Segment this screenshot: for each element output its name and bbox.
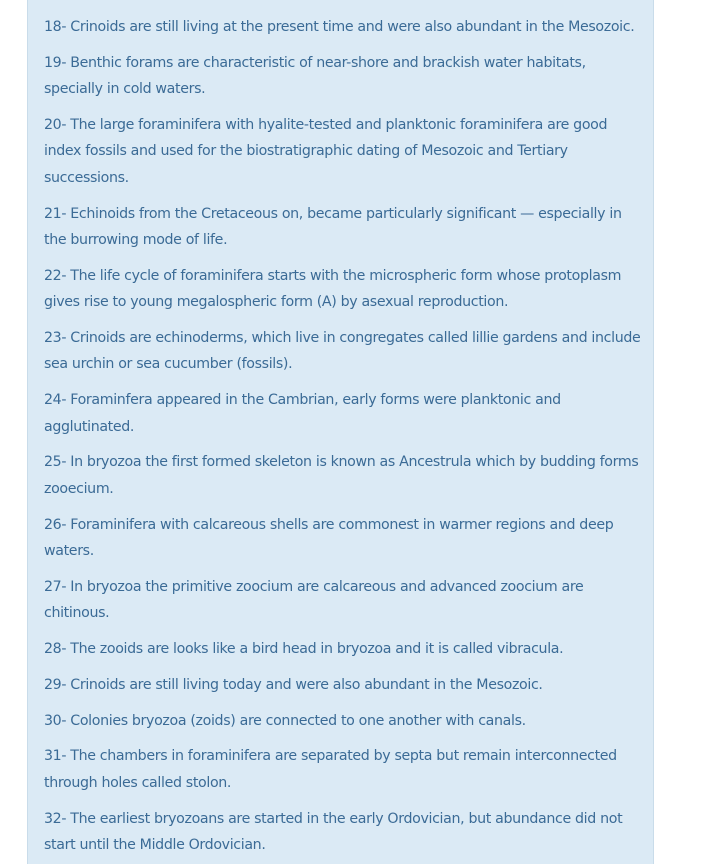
list-item: 20- The large foraminifera with hyalite-tested and planktonic foraminifera are good index fossils and used for the biostratigraphic dating of Mesozoic and Tertiary successions. xyxy=(44,117,608,186)
content-panel xyxy=(27,0,654,864)
list-item: 22- The life cycle of foraminifera starts with the microspheric form whose protoplasm gives rise to young megalospheric form (A) by asexual reproduction. xyxy=(44,267,622,311)
list-item: 28- The zooids are looks like a bird head in bryozoa and it is called vibracula. xyxy=(44,641,564,658)
list-item: 32- The earliest bryozoans are started in the early Ordovician, but abundance did not start until the Middle Ordovician. xyxy=(44,810,623,854)
list-item: 19- Benthic forams are characteristic of near-shore and brackish water habitats, specially in cold waters. xyxy=(44,54,586,98)
list-item: 30- Colonies bryozoa (zoids) are connected to one another with canals. xyxy=(44,712,526,729)
list-item: 27- In bryozoa the primitive zoocium are calcareous and advanced zoocium are chitinous. xyxy=(44,578,584,622)
list-item: 31- The chambers in foraminifera are separated by septa but remain interconnected through holes called stolon. xyxy=(44,748,617,791)
list-item: 24- Foraminfera appeared in the Cambrian, early forms were planktonic and agglutinated. xyxy=(44,392,561,435)
list-item: 25- In bryozoa the first formed skeleton is known as Ancestrula which by budding forms zooecium. xyxy=(44,454,639,497)
list-item: 18- Crinoids are still living at the present time and were also abundant in the Mesozoic. xyxy=(44,19,635,35)
list-item: 23- Crinoids are echinoderms, which live in congregates called lillie gardens and include sea urchin or sea cucumber (fossils). xyxy=(44,330,641,373)
facts-list xyxy=(44,14,644,868)
list-item: 26- Foraminifera with calcareous shells are commonest in warmer regions and deep waters. xyxy=(44,516,614,560)
list-item: 29- Crinoids are still living today and were also abundant in the Mesozoic. xyxy=(44,676,543,693)
list-item: 21- Echinoids from the Cretaceous on, became particularly significant — especially in the burrowing mode of life. xyxy=(44,205,622,249)
